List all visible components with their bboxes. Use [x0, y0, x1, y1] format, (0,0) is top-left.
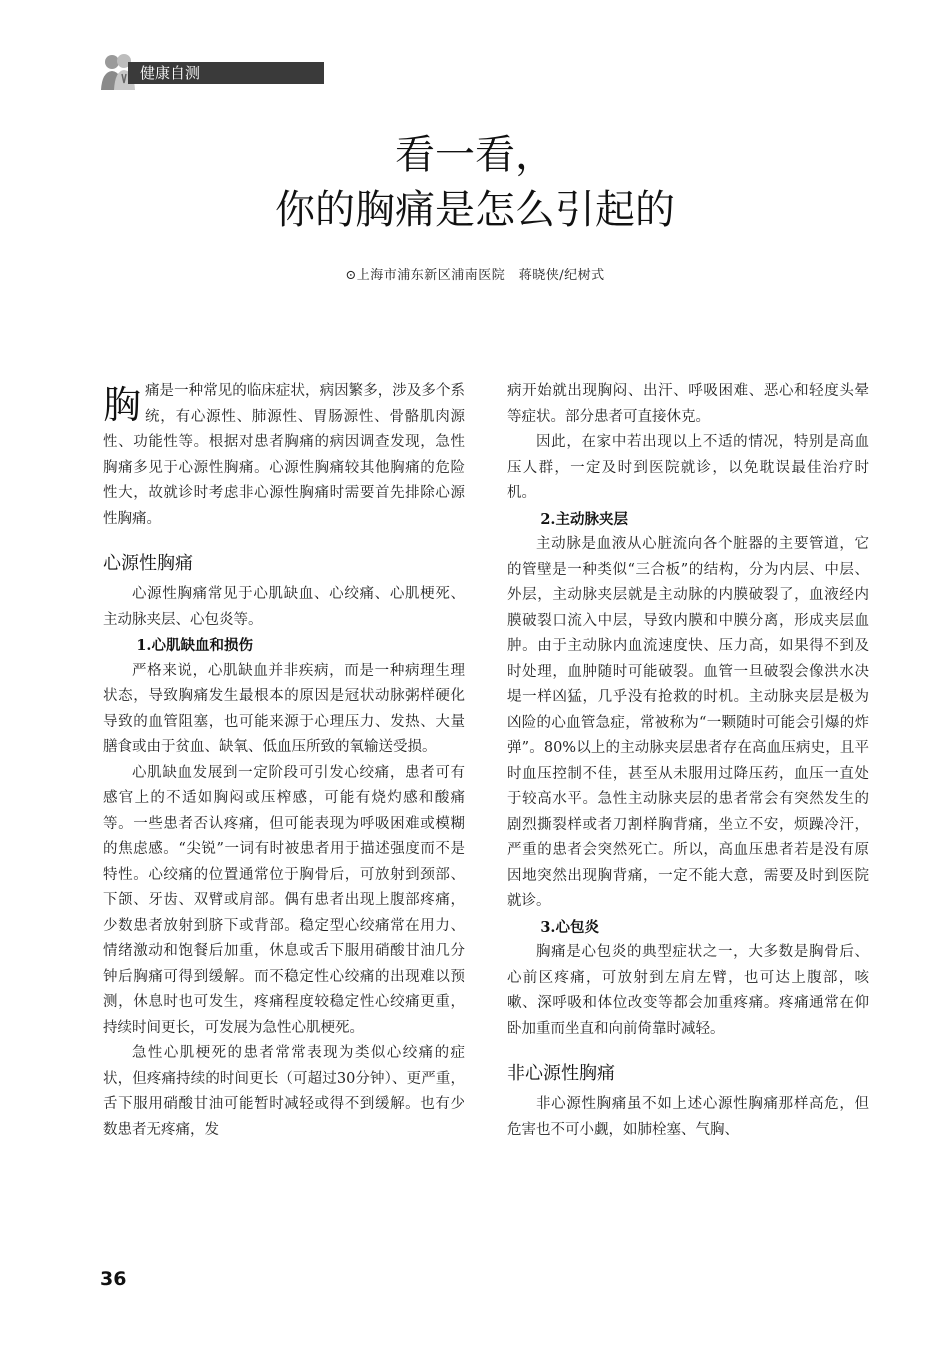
- right-column: [507, 379, 869, 1143]
- left-column: [103, 379, 465, 1143]
- paragraph-aortic: 主动脉是血液从心脏流向各个脏器的主要管道，它的管壁是一种类似“三合板”的结构，分为内层、中层、外层，主动脉夹层就是主动脉的内膜破裂了，血液经内膜破裂口流入中层，导致内膜和中膜分离，形成夹层血肿。由于主动脉内血流速度快、压力高，如果得不到及时处理，血肿随时可能破裂。血管一旦破裂会像洪水决堤一样凶猛，几乎没有抢救的时机。主动脉夹层是极为凶险的心血管急症，常被称为“一颗随时可能会引爆的炸弹”。80%以上的主动脉夹层患者存在高血压病史，且平时血压控制不佳，甚至从未服用过降压药，血压一直处于较高水平。急性主动脉夹层的患者常会有突然发生的剧烈撕裂样或者刀割样胸背痛，坐立不安，烦躁冷汗，严重的患者会突然死亡。所以，高血压患者若是没有原因地突然出现胸背痛，一定不能大意，需要及时到医院就诊。: [507, 536, 869, 909]
- paragraph-home-advice: 因此，在家中若出现以上不适的情况，特别是高血压人群，一定及时到医院就诊，以免耽误最佳治疗时机。: [507, 434, 869, 501]
- title-line-2: 你的胸痛是怎么引起的: [275, 187, 675, 233]
- subheading-pericarditis: 3.心包炎: [540, 918, 599, 936]
- title-line-1: 看一看，: [395, 132, 555, 178]
- heading-noncardiac: 非心源性胸痛: [507, 1063, 615, 1084]
- heading-cardiac: 心源性胸痛: [103, 553, 193, 574]
- paragraph-noncardiac: 非心源性胸痛虽不如上述心源性胸痛那样高危，但危害也不可小觑，如肺栓塞、气胸、: [507, 1096, 869, 1138]
- paragraph-pericarditis: 胸痛是心包炎的典型症状之一，大多数是胸骨后、心前区疼痛，可放射到左肩左臂，也可达上腹部，咳嗽、深呼吸和体位改变等都会加重疼痛。疼痛通常在仰卧加重而坐直和向前倚靠时减轻。: [507, 944, 869, 1037]
- article-title: [0, 128, 950, 238]
- paragraph-ischemia-1: 严格来说，心肌缺血并非疾病，而是一种病理生理状态，导致胸痛发生最根本的原因是冠状动脉粥样硬化导致的血管阻塞，也可能来源于心理压力、发热、大量膳食或由于贫血、缺氧、低血压所致的氧输送受损。: [103, 662, 465, 755]
- section-header: [98, 50, 238, 90]
- paragraph-cardiac: 心源性胸痛常见于心肌缺血、心绞痛、心肌梗死、主动脉夹层、心包炎等。: [103, 586, 465, 628]
- paragraph-ischemia-3-continued: 病开始就出现胸闷、出汗、呼吸困难、恶心和轻度头晕等症状。部分患者可直接休克。: [507, 383, 869, 425]
- subheading-ischemia: 1.心肌缺血和损伤: [136, 637, 253, 654]
- section-tag: 健康自测: [128, 62, 324, 84]
- paragraph-ischemia-3: 急性心肌梗死的患者常常表现为类似心绞痛的症状，但疼痛持续的时间更长（可超过30分钟）、更严重，舌下服用硝酸甘油可能暂时减轻或得不到缓解。也有少数患者无疼痛，发: [103, 1045, 465, 1138]
- paragraph-ischemia-2: 心肌缺血发展到一定阶段可引发心绞痛，患者可有感官上的不适如胸闷或压榨感，可能有烧灼感和酸痛等。一些患者否认疼痛，但可能表现为呼吸困难或模糊的焦虑感。“尖锐”一词有时被患者用于描述强度而不是特性。心绞痛的位置通常位于胸骨后，可放射到颈部、下颌、牙齿、双臂或肩部。偶有患者出现上腹部疼痛，少数患者放射到脐下或背部。稳定型心绞痛常在用力、情绪激动和饱餐后加重，休息或舌下服用硝酸甘油几分钟后胸痛可得到缓解。而不稳定性心绞痛的出现难以预测，休息时也可发生，疼痛程度较稳定性心绞痛更重，持续时间更长，可发展为急性心肌梗死。: [103, 764, 465, 1036]
- page-number: 36: [100, 1268, 127, 1290]
- intro-paragraph: [103, 379, 465, 532]
- subheading-aortic: 2.主动脉夹层: [540, 510, 628, 528]
- intro-text: 痛是一种常见的临床症状，病因繁多，涉及多个系统，有心源性、肺源性、胃肠源性、骨骼肌肉源性、功能性等。根据对患者胸痛的病因调查发现，急性胸痛多见于心源性胸痛。心源性胸痛较其他胸痛的危险性大，故就诊时考虑非心源性胸痛时需要首先排除心源性胸痛。: [103, 383, 465, 527]
- drop-cap: 胸: [103, 383, 142, 427]
- byline: ⊙上海市浦东新区浦南医院 蒋晓侠/纪树式: [345, 268, 605, 283]
